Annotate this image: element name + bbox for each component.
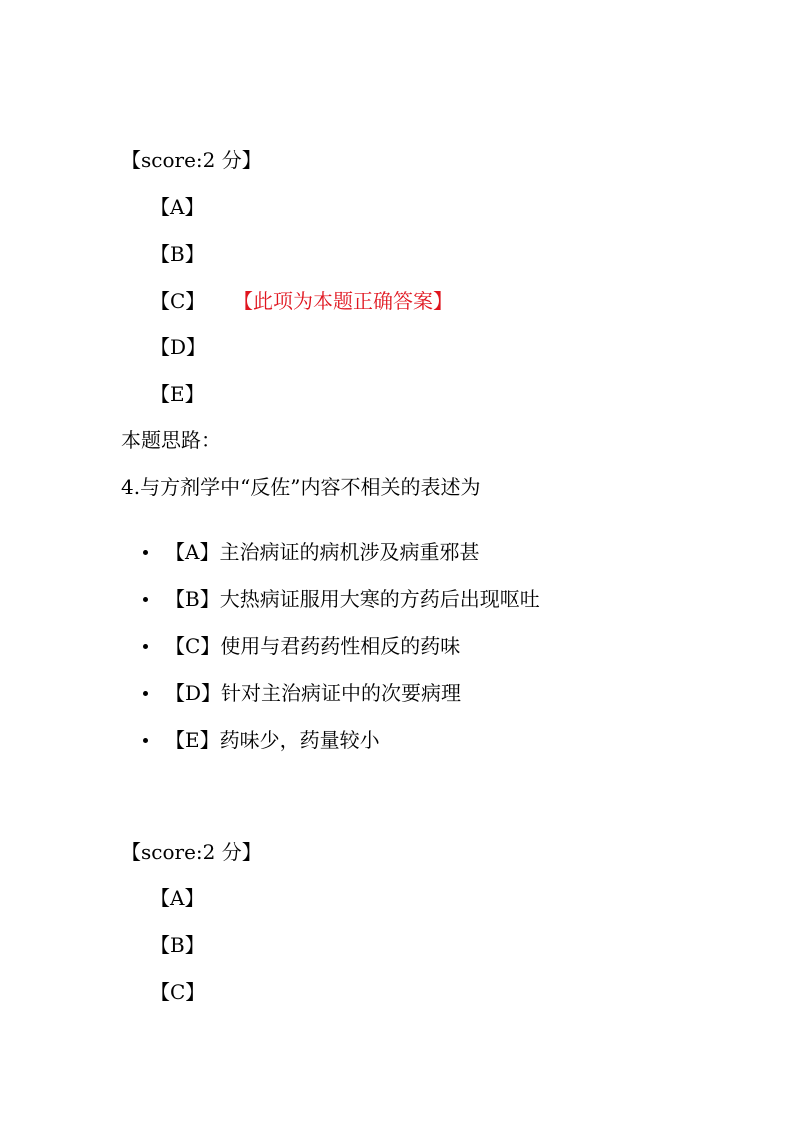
choice-text: 【D】针对主治病证中的次要病理 [165, 681, 462, 705]
choice-item [143, 585, 540, 632]
option-a: 【A】 [150, 886, 205, 910]
option-a: 【A】 [150, 195, 205, 219]
bullet-icon [143, 597, 148, 602]
choice-text: 【A】主治病证的病机涉及病重邪甚 [165, 540, 480, 564]
choice-text: 【B】大热病证服用大寒的方药后出现呕吐 [165, 587, 540, 611]
bullet-icon [143, 691, 148, 696]
bullet-icon [143, 550, 148, 555]
option-b: 【B】 [150, 242, 205, 266]
option-b: 【B】 [150, 933, 205, 957]
choice-text: 【C】使用与君药药性相反的药味 [165, 634, 461, 658]
option-c: 【C】 [150, 980, 206, 1004]
bullet-icon [143, 738, 148, 743]
choice-item [143, 632, 540, 679]
correct-answer-marker: 【此项为本题正确答案】 [233, 289, 453, 313]
choice-list [143, 538, 540, 773]
choice-text: 【E】药味少，药量较小 [165, 728, 380, 752]
score-label: 【score:2 分】 [121, 148, 262, 172]
question-text: 4.与方剂学中“反佐”内容不相关的表述为 [121, 475, 481, 499]
option-d: 【D】 [150, 335, 207, 359]
choice-item [143, 726, 540, 773]
bullet-icon [143, 644, 148, 649]
score-label: 【score:2 分】 [121, 840, 262, 864]
choice-item [143, 538, 540, 585]
option-e: 【E】 [150, 382, 205, 406]
choice-item [143, 679, 540, 726]
option-c: 【C】 [150, 289, 206, 313]
analysis-label: 本题思路： [121, 428, 221, 452]
